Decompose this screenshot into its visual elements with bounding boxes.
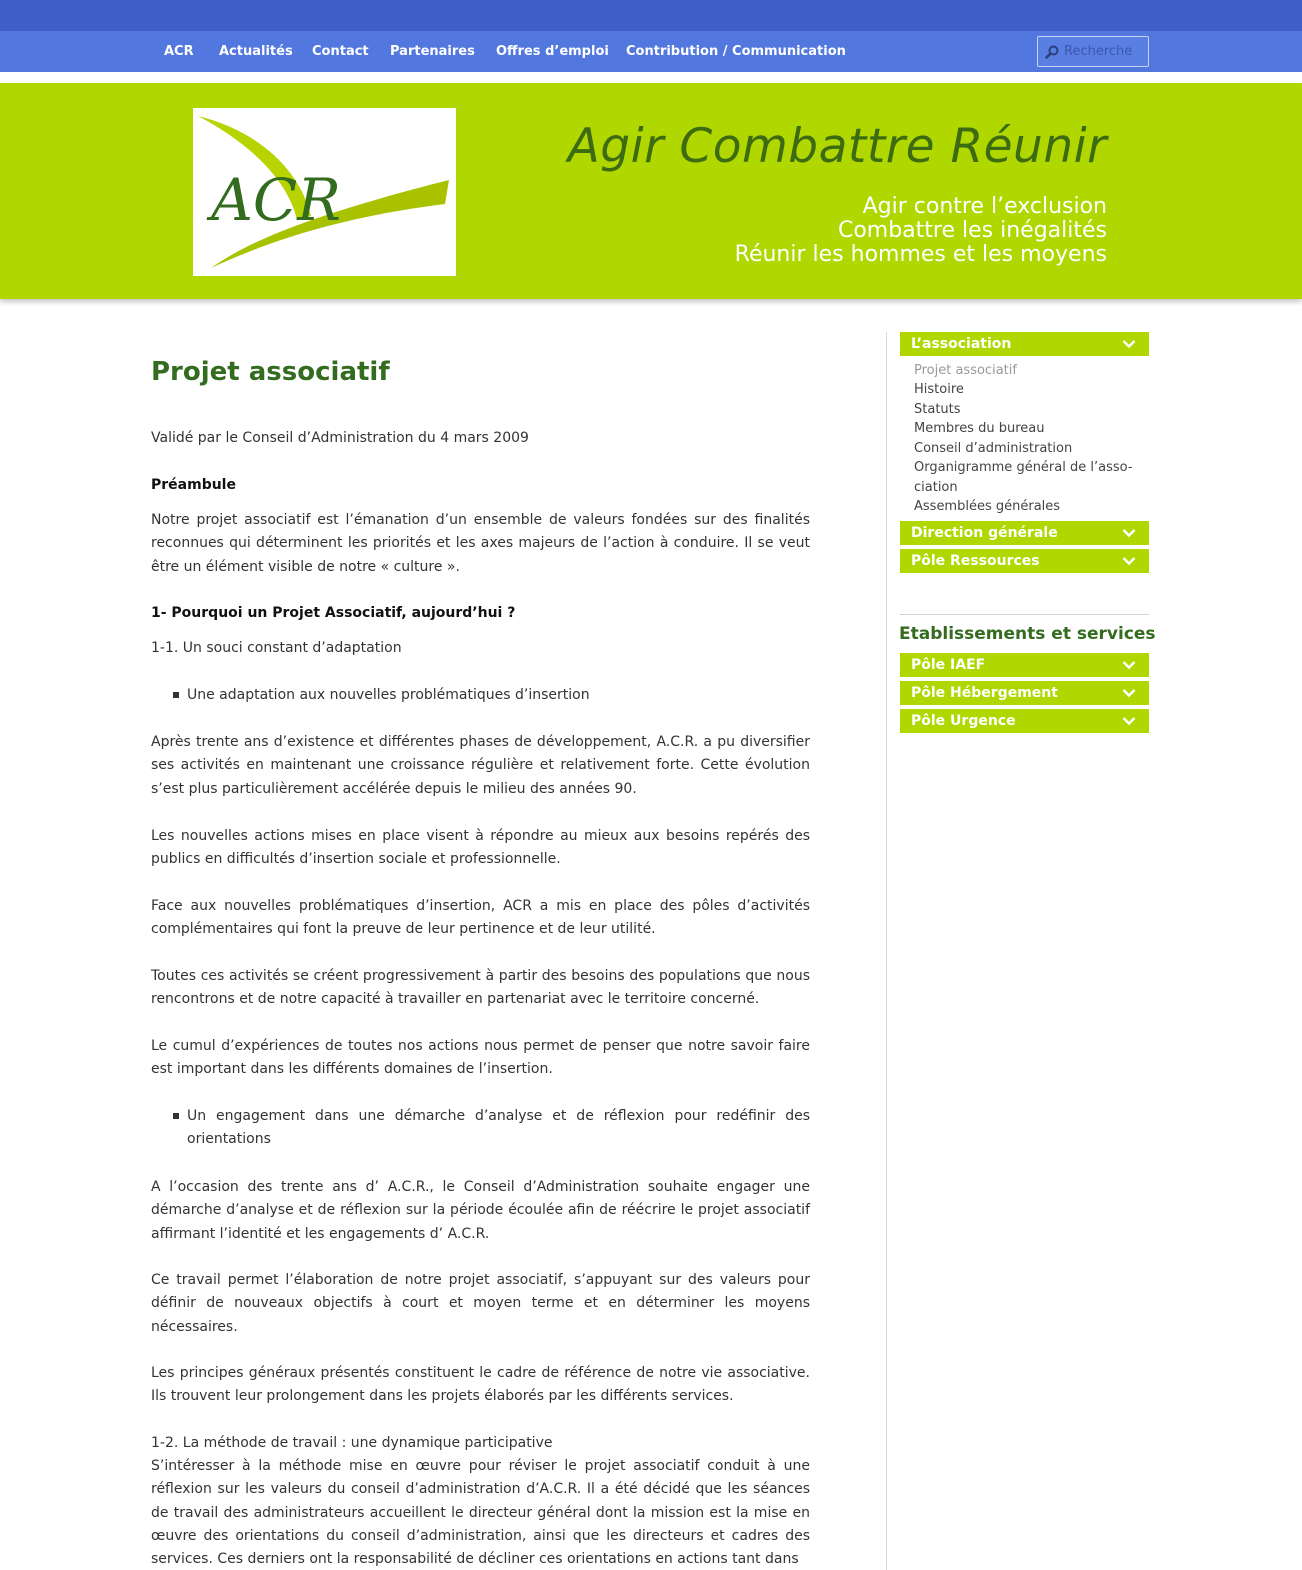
sidebar-divider: [886, 332, 887, 1570]
bullet-marker: [173, 692, 179, 698]
nav-item-partenaires[interactable]: Partenaires: [390, 44, 475, 59]
paragraph-8: Les principes généraux présentés constituent le cadre de référence de notre vie associative. Ils trouvent leur prolongement dans les projets élaborés par les différents services.: [151, 1365, 810, 1405]
paragraph-7: Ce travail permet l’élaboration de notre projet associatif, s’appuyant sur des valeurs pour définir de nouveaux objectifs à court et moyen terme et en déterminer les moyens nécessaires.: [151, 1272, 810, 1335]
menu-association-label: L’association: [911, 336, 1012, 352]
menu-pole-ressources[interactable]: [900, 549, 1149, 573]
search-icon: [1045, 45, 1059, 59]
menu-iaef-label: Pôle IAEF: [911, 657, 986, 673]
sidebar-item-histoire[interactable]: Histoire: [914, 382, 964, 397]
tagline-line-1: Agir contre l’exclusion: [862, 194, 1107, 219]
menu-ressources-label: Pôle Ressources: [911, 553, 1040, 569]
nav-item-actualites[interactable]: Actualités: [219, 44, 293, 59]
nav-item-offres-emploi[interactable]: Offres d’emploi: [496, 44, 609, 59]
paragraph-4: Toutes ces activités se créent progressivement à partir des besoins des populations que nous rencontrons et de notre capacité à travailler en partenariat avec le territoire concerné.: [151, 968, 810, 1008]
logo-letters: ACR: [211, 166, 341, 234]
site-banner: [0, 83, 1302, 299]
page-title: Projet associatif: [151, 357, 390, 387]
paragraph-5: Le cumul d’expériences de toutes nos actions nous permet de penser que notre savoir faire est important dans les différents domaines de l’insertion.: [151, 1038, 810, 1078]
sidebar-item-organigramme[interactable]: Organigramme général de l’asso-: [914, 460, 1133, 475]
bullet-item-2: Un engagement dans une démarche d’analyse et de réflexion pour redéfinir des orientations: [187, 1108, 810, 1148]
menu-association[interactable]: [900, 332, 1149, 356]
chevron-down-icon: [1122, 716, 1136, 726]
validated-note: Validé par le Conseil d’Administration du 4 mars 2009: [151, 430, 529, 446]
etablissements-title: Etablissements et services: [899, 624, 1156, 644]
tagline-line-3: Réunir les hommes et les moyens: [734, 242, 1107, 267]
tagline-line-2: Combattre les inégalités: [837, 218, 1107, 243]
site-logo[interactable]: [193, 108, 456, 276]
menu-hebergement-label: Pôle Hébergement: [911, 685, 1058, 701]
menu-pole-urgence[interactable]: [900, 709, 1149, 733]
paragraph-9: S’intéresser à la méthode mise en œuvre pour réviser le projet associatif conduit à une réflexion sur les valeurs du conseil d’administration d’A.C.R. Il a été décidé que les séances de travail des administrateurs accueillent le directeur général dont la mission est la mise en œuvre des orientations du conseil d’administration, ainsi que les directeurs et cadres des services. Ces derniers ont la responsabilité de décliner ces orientations en actions tant dans: [151, 1458, 810, 1568]
nav-item-contact[interactable]: Contact: [312, 44, 369, 59]
nav-item-contribution[interactable]: Contribution / Communication: [626, 44, 846, 59]
menu-pole-hebergement[interactable]: [900, 681, 1149, 705]
preamble-heading: Préambule: [151, 477, 236, 493]
sidebar-item-statuts[interactable]: Statuts: [914, 402, 961, 417]
paragraph-2: Les nouvelles actions mises en place visent à répondre au mieux aux besoins repérés des publics en difficultés d’insertion sociale et professionnelle.: [151, 828, 810, 868]
chevron-down-icon: [1122, 339, 1136, 349]
subsection-1-2: 1-2. La méthode de travail : une dynamique participative: [151, 1435, 553, 1451]
sidebar-item-organigramme-cont[interactable]: ciation: [914, 480, 958, 495]
bullet-marker: [173, 1113, 179, 1119]
nav-item-acr[interactable]: ACR: [164, 44, 194, 59]
sidebar-item-assemblees[interactable]: Assemblées générales: [914, 499, 1061, 514]
preamble-text: Notre projet associatif est l’émanation d’un ensemble de valeurs fondées sur des finalités reconnues qui déterminent les priorités et les axes majeurs de l’action à conduire. Il se veut être un élément visible de notre « culture ».: [151, 512, 810, 575]
paragraph-3: Face aux nouvelles problématiques d’insertion, ACR a mis en place des pôles d’activités complémentaires qui font la preuve de leur pertinence et de leur utilité.: [151, 898, 810, 938]
menu-urgence-label: Pôle Urgence: [911, 713, 1016, 729]
menu-pole-iaef[interactable]: [900, 653, 1149, 677]
menu-direction-generale[interactable]: [900, 521, 1149, 545]
main-nav: [0, 31, 1302, 72]
sidebar-item-membres-bureau[interactable]: Membres du bureau: [914, 421, 1045, 436]
chevron-down-icon: [1122, 556, 1136, 566]
acr-logo-graphic: [193, 108, 456, 276]
menu-direction-label: Direction générale: [911, 525, 1058, 541]
bullet-item-1: Une adaptation aux nouvelles problématiques d’insertion: [187, 687, 590, 703]
subsection-1-1: 1-1. Un souci constant d’adaptation: [151, 640, 402, 656]
chevron-down-icon: [1122, 660, 1136, 670]
sidebar-item-projet-associatif[interactable]: Projet associatif: [914, 363, 1017, 378]
site-title: Agir Combattre Réunir: [567, 119, 1107, 174]
search-input[interactable]: [1064, 41, 1148, 62]
chevron-down-icon: [1122, 528, 1136, 538]
top-strip: [0, 0, 1302, 31]
chevron-down-icon: [1122, 688, 1136, 698]
sidebar-separator: [900, 614, 1149, 615]
paragraph-1: Après trente ans d’existence et différentes phases de développement, A.C.R. a pu diversifier ses activités en maintenant une croissance régulière et relativement forte. Cette évolution s’est plus particulièrement accélérée depuis le milieu des années 90.: [151, 734, 810, 797]
section-1-heading: 1- Pourquoi un Projet Associatif, aujourd’hui ?: [151, 605, 516, 621]
search-box: [1037, 36, 1149, 67]
sidebar-item-conseil-administration[interactable]: Conseil d’administration: [914, 441, 1073, 456]
paragraph-6: A l’occasion des trente ans d’ A.C.R., le Conseil d’Administration souhaite engager une démarche d’analyse et de réflexion sur la période écoulée afin de réécrire le projet associatif affirmant l’identité et les engagements d’ A.C.R.: [151, 1179, 810, 1242]
